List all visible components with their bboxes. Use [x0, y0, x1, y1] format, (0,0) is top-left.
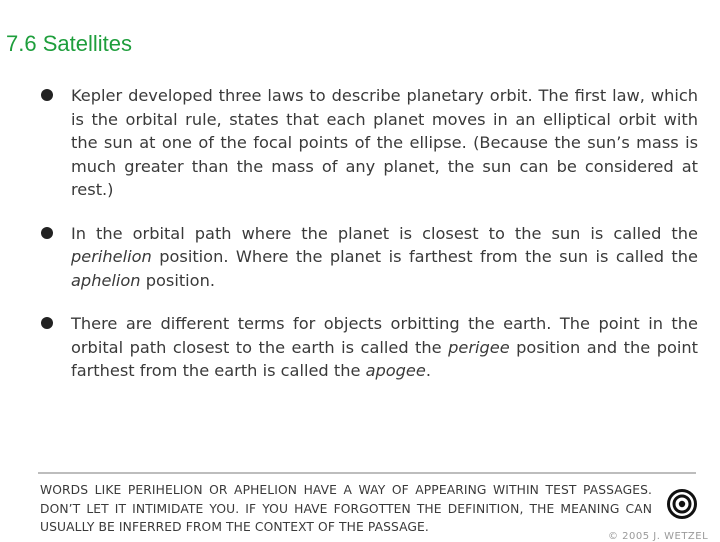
italic-term: perigee — [448, 337, 510, 357]
footer-note: WORDS LIKE PERIHELION OR APHELION HAVE A WAY OF APPEARING WITHIN TEST PASSAGES. DON’T LET IT INTIMIDATE YOU. IF YOU HAVE FORGOTTEN THE DEFINITION, THE MEANING CAN USUALLY BE INFERRED FROM THE CONTEXT OF THE PASSAGE. — [40, 483, 652, 535]
bullet-text — [71, 224, 698, 290]
text-segment: Kepler developed three laws to describe planetary orbit. The first law, which is the orbital rule, states that each planet moves in an elliptical orbit with the sun at one of the focal points of the ellipse. (Because the sun’s mass is much greater than the mass of any planet, the sun can be considered at rest.) — [71, 86, 698, 199]
bullet-text — [71, 86, 698, 199]
text-segment: position and the point farthest from the earth is called the — [71, 337, 698, 380]
italic-term: apogee — [365, 361, 426, 380]
text-segment: There are different terms for objects orbitting the earth. The point in the orbital path closest to the earth is called the — [71, 314, 698, 357]
bullet-dot-icon — [41, 227, 53, 239]
bullet-dot-icon — [41, 317, 53, 329]
bullet-item — [40, 312, 698, 383]
text-segment: In the orbital path where the planet is closest to the sun is called the — [71, 223, 698, 243]
bullet-text — [71, 314, 698, 380]
text-segment: position. Where the planet is farthest from the sun is called the — [151, 247, 698, 266]
target-icon — [667, 489, 697, 519]
slide-title: 7.6 Satellites — [6, 31, 132, 56]
italic-term: perihelion — [71, 247, 152, 266]
italic-term: aphelion — [71, 270, 141, 290]
text-segment: . — [425, 361, 432, 380]
bullet-list — [40, 84, 698, 403]
bullet-item — [40, 84, 698, 202]
text-segment: position. — [140, 270, 215, 290]
footer-divider — [38, 472, 696, 474]
bullet-dot-icon — [41, 89, 53, 101]
bullet-item — [40, 222, 698, 293]
copyright-text: © 2005 J. WETZEL — [608, 531, 709, 542]
